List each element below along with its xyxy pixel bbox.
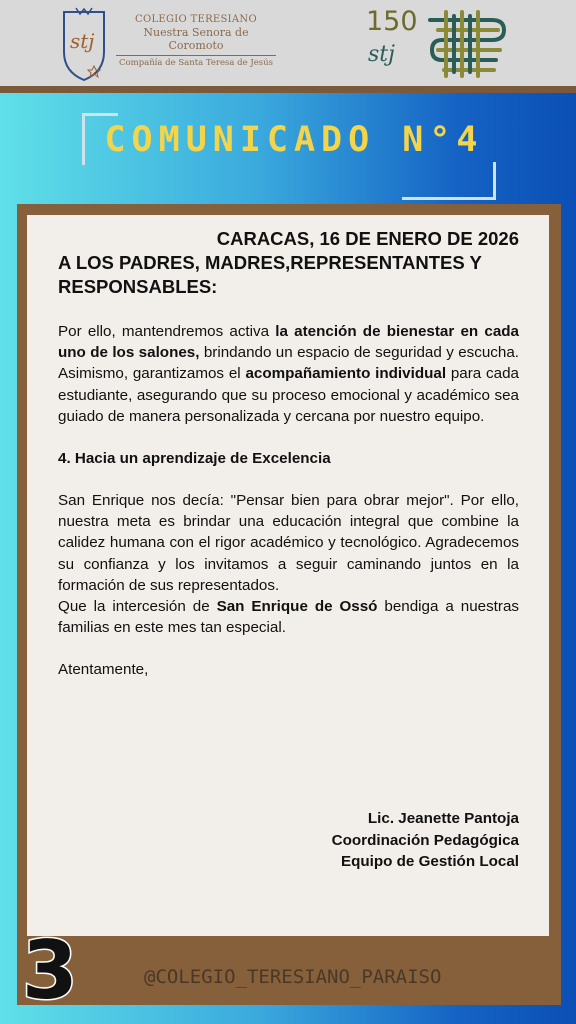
anniversary-mark: stj bbox=[368, 42, 395, 67]
text-span: Por ello, mantendremos activa bbox=[58, 323, 276, 340]
paragraph-blessing bbox=[58, 596, 519, 638]
school-line-3: Compañía de Santa Teresa de Jesús bbox=[119, 58, 273, 68]
signer-role: Coordinación Pedagógica bbox=[331, 831, 519, 849]
school-line-2: Nuestra Senora de Coromoto bbox=[143, 26, 249, 52]
page-number: 3 bbox=[22, 924, 78, 1017]
left-logo-mark: stj bbox=[70, 29, 95, 53]
bold-span: la atención de bienestar en cada uno de los salones, bbox=[58, 323, 519, 362]
school-name bbox=[116, 14, 276, 68]
social-handle: @COLEGIO_TERESIANO_PARAISO bbox=[144, 966, 442, 988]
letter-addressee: A LOS PADRES, MADRES,REPRESENTANTES Y RESPONSABLES: bbox=[58, 252, 482, 297]
paragraph-wellbeing bbox=[58, 321, 519, 427]
anniversary-logo bbox=[362, 4, 512, 84]
bold-span: acompañamiento individual bbox=[245, 365, 447, 383]
signer-team: Equipo de Gestión Local bbox=[340, 853, 519, 870]
knot-icon bbox=[424, 6, 512, 82]
text-span: brindando un espacio de seguridad y escucha. Asimismo, garantizamos el bbox=[58, 344, 519, 383]
school-line-1: COLEGIO TERESIANO bbox=[135, 14, 257, 25]
title-frame-corner bbox=[82, 113, 118, 116]
letter-card bbox=[27, 215, 549, 936]
letter-closing: Atentamente, bbox=[58, 661, 149, 679]
anniversary-number: 150 bbox=[366, 6, 418, 37]
page-title: COMUNICADO N°4 bbox=[104, 120, 484, 160]
text-span: bendiga a nuestras familias en este mes tan especial. bbox=[58, 598, 519, 637]
title-frame-corner bbox=[82, 113, 85, 165]
text-span: para cada estudiante, asegurando que su proceso emocional y académico sea guiado de manera personalizada y cercana por nuestro equipo. bbox=[58, 365, 519, 425]
header-divider-bar bbox=[0, 86, 576, 93]
section-heading: 4. Hacia un aprendizaje de Excelencia bbox=[58, 450, 331, 468]
title-frame-corner bbox=[493, 162, 496, 200]
school-logo-icon bbox=[56, 6, 112, 82]
header bbox=[0, 0, 576, 86]
letter-body bbox=[58, 227, 519, 680]
school-divider bbox=[116, 55, 276, 56]
signature-block bbox=[332, 808, 519, 873]
signer-name: Lic. Jeanette Pantoja bbox=[367, 810, 519, 827]
paragraph-excellence: San Enrique nos decía: "Pensar bien para obrar mejor". Por ello, nuestra meta es brindar una educación integral que combine la calidez humana con el rigor académico y tecnológico. Agradecemos su confianza y los invitamos a seguir caminando juntos en la formación de sus representados. bbox=[58, 492, 519, 594]
text-span: Que la intercesión de bbox=[58, 598, 217, 616]
title-frame-corner bbox=[402, 197, 496, 200]
letter-date: CARACAS, 16 DE ENERO DE 2026 bbox=[216, 228, 519, 249]
bold-span: San Enrique de Ossó bbox=[216, 598, 378, 616]
